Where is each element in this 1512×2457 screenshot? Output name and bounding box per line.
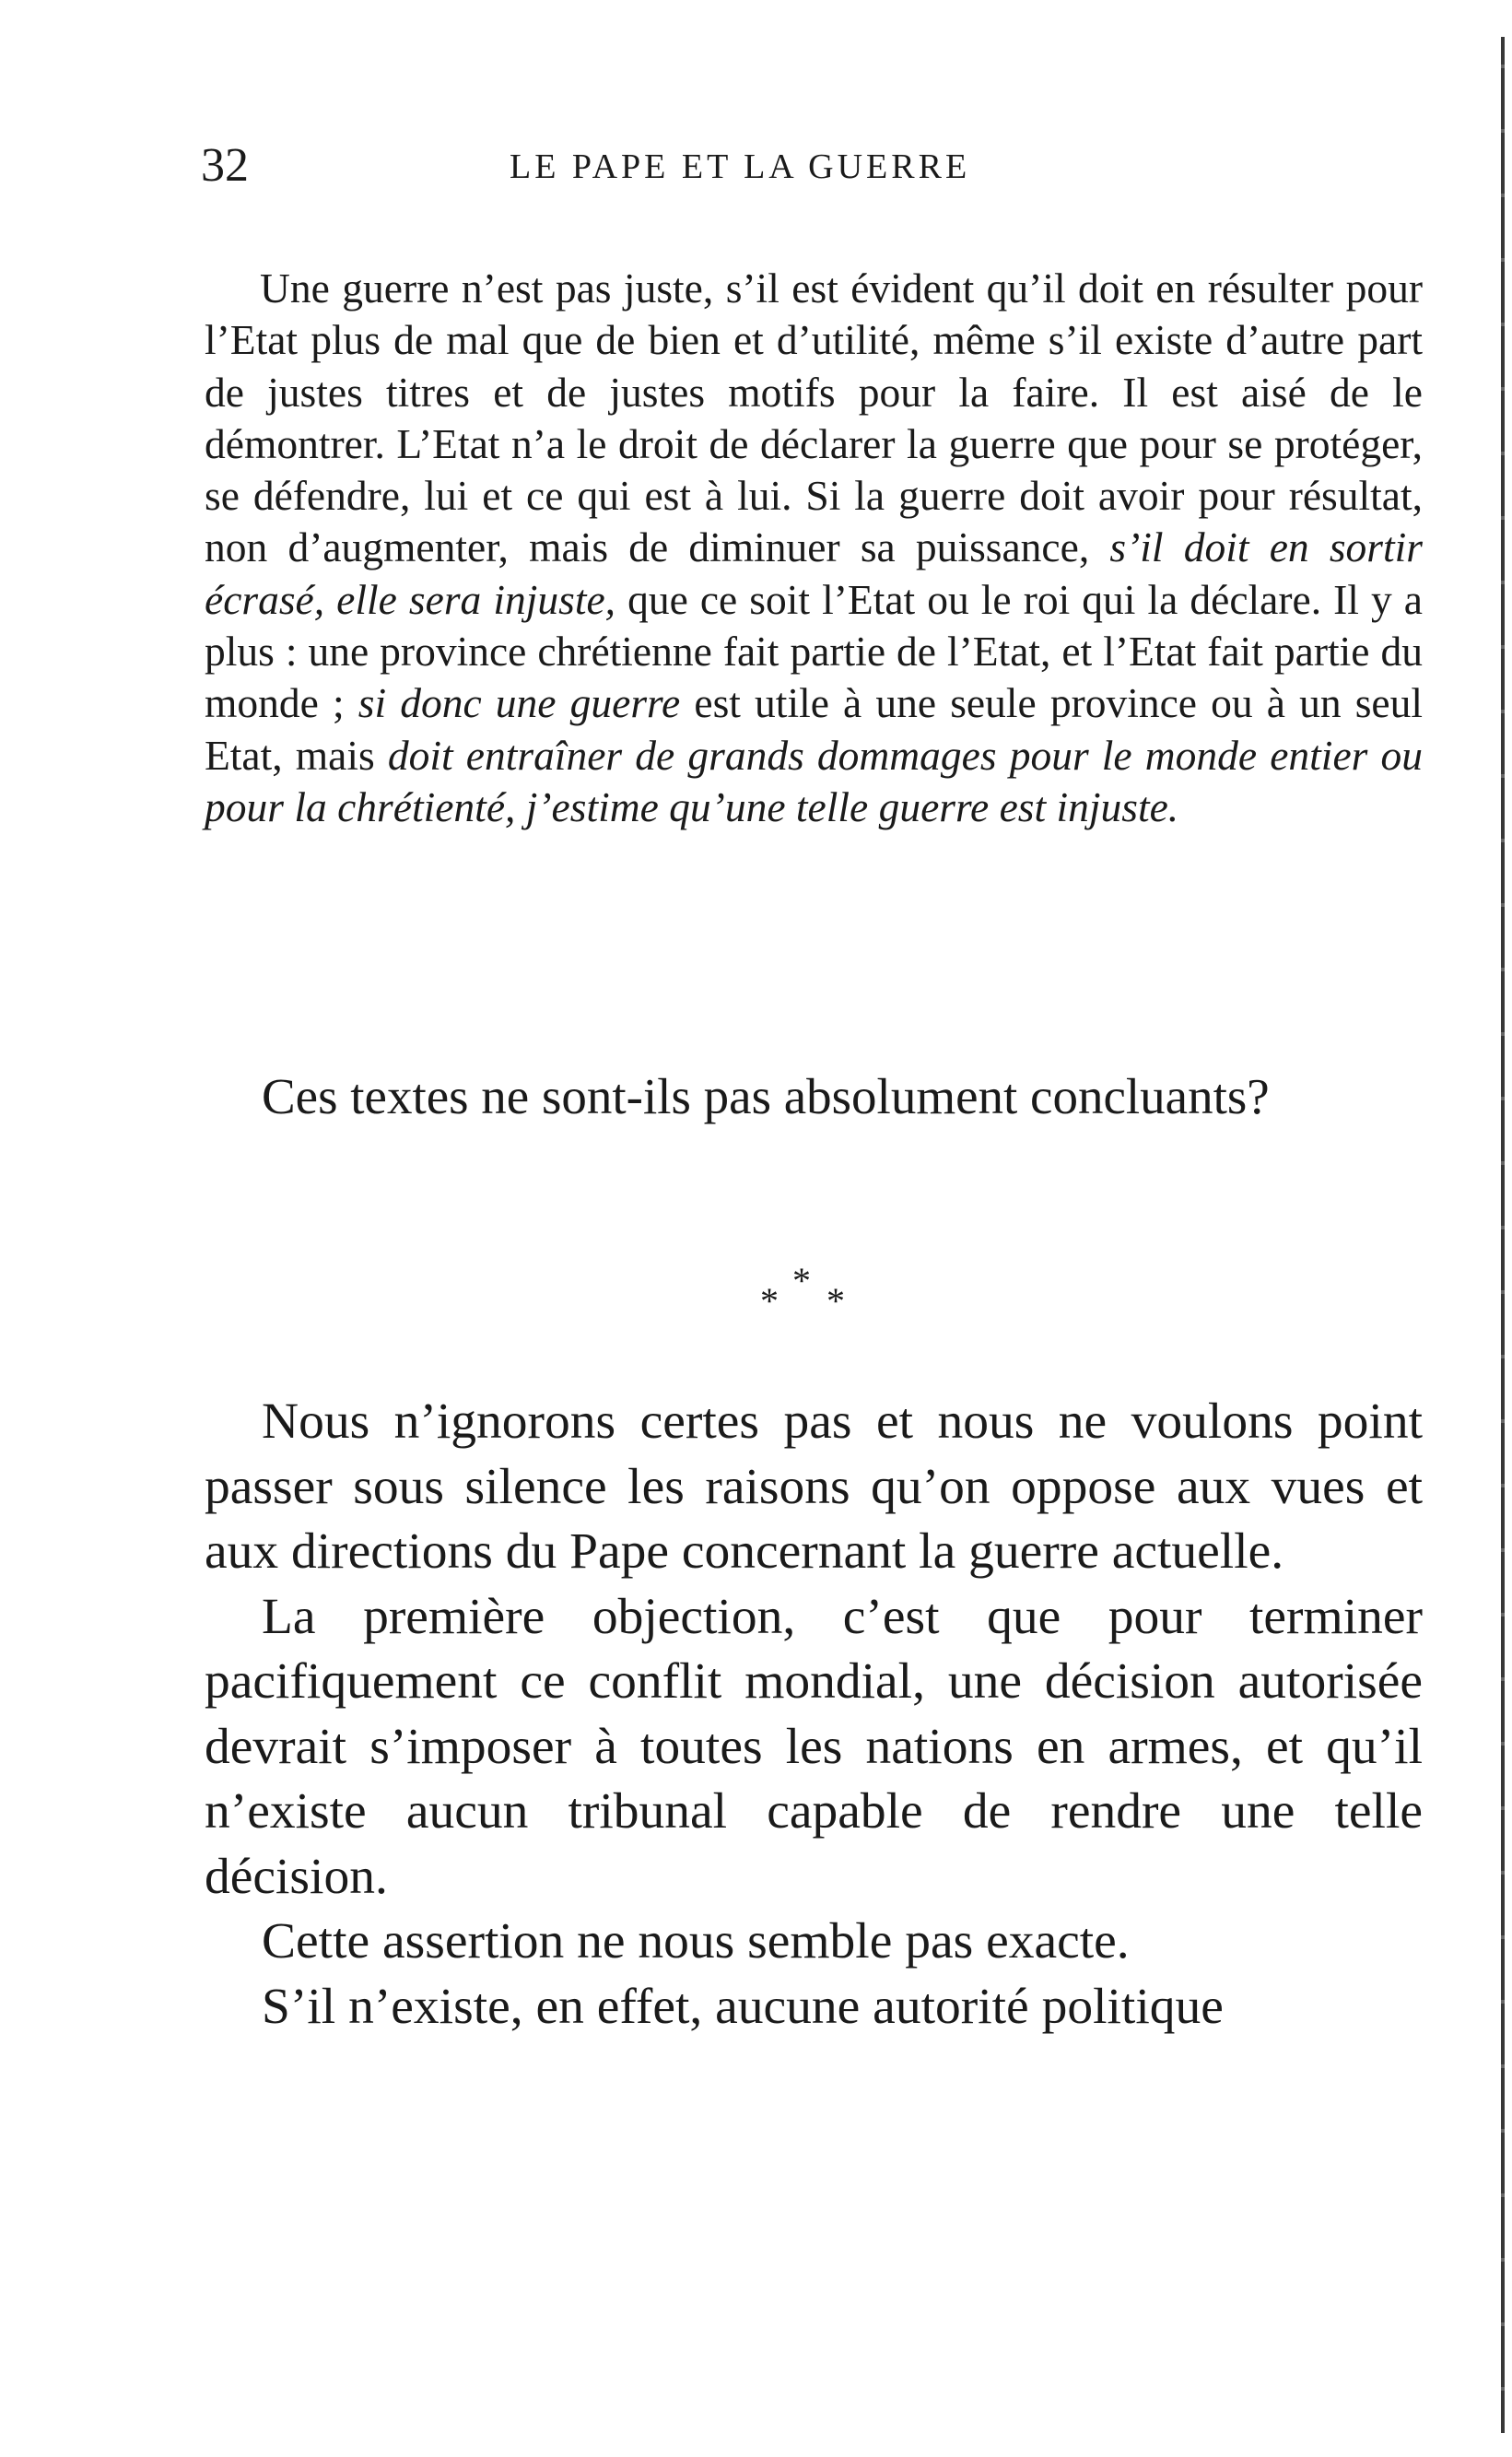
quote-italic-3: doit entraîner de grands dommages pour le monde entier ou pour la chrétienté, j’estime qu’une telle guerre est injuste. (205, 731, 1423, 830)
paragraph-4: S’il n’existe, en effet, aucune autorité politique (262, 1978, 1224, 2035)
paragraph-1: Nous n’ignorons certes pas et nous ne voulons point passer sous silence les raisons qu’on oppose aux vues et aux directions du Pape concernant la guerre actuelle. (205, 1393, 1423, 1580)
asterisk-top: * (792, 1260, 811, 1301)
page-edge-border (1501, 37, 1505, 2433)
body-text (205, 1390, 1423, 2040)
paragraph-2: La première objection, c’est que pour terminer pacifiquement ce conflit mondial, une décision autorisée devrait s’imposer à toutes les nations en armes, et qu’il n’existe aucun tribunal capable de rendre une telle décision. (205, 1588, 1423, 1905)
section-asterism (760, 1260, 861, 1322)
quote-text-2: que ce soit l’Etat ou le roi qui la déclare. Il y a plus : une province chrétienne fait partie de l’Etat, et l’Etat fait partie du monde ; (205, 575, 1424, 727)
quote-text-3: est utile à une seule province ou à un seul Etat, mais (205, 679, 1424, 779)
quote-italic-2: si donc une guerre (357, 679, 681, 727)
quote-italic-1: s’il doit en sortir écrasé, elle sera injuste, (205, 523, 1423, 623)
quoted-passage (205, 263, 1423, 833)
asterisk-right: * (826, 1280, 845, 1322)
quote-text-1: Une guerre n’est pas juste, s’il est évident qu’il doit en résulter pour l’Etat plus de mal que de bien et d’utilité, même s’il existe d’autre part de justes titres et de justes motifs pour la faire. Il est aisé de le démontrer. L’Etat n’a le droit de déclarer la guerre que pour se protéger, se défendre, lui et ce qui est à lui. Si la guerre doit avoir pour résultat, non d’augmenter, mais de diminuer sa puissance, (205, 265, 1423, 571)
asterisk-left: * (760, 1280, 779, 1322)
running-head (201, 138, 1426, 194)
conclusion-paragraph: Ces textes ne sont-ils pas absolument concluants? (262, 1068, 1270, 1124)
page-number: 32 (201, 139, 249, 192)
running-title: LE PAPE ET LA GUERRE (510, 147, 971, 186)
paragraph-3: Cette assertion ne nous semble pas exacte. (262, 1913, 1130, 1969)
